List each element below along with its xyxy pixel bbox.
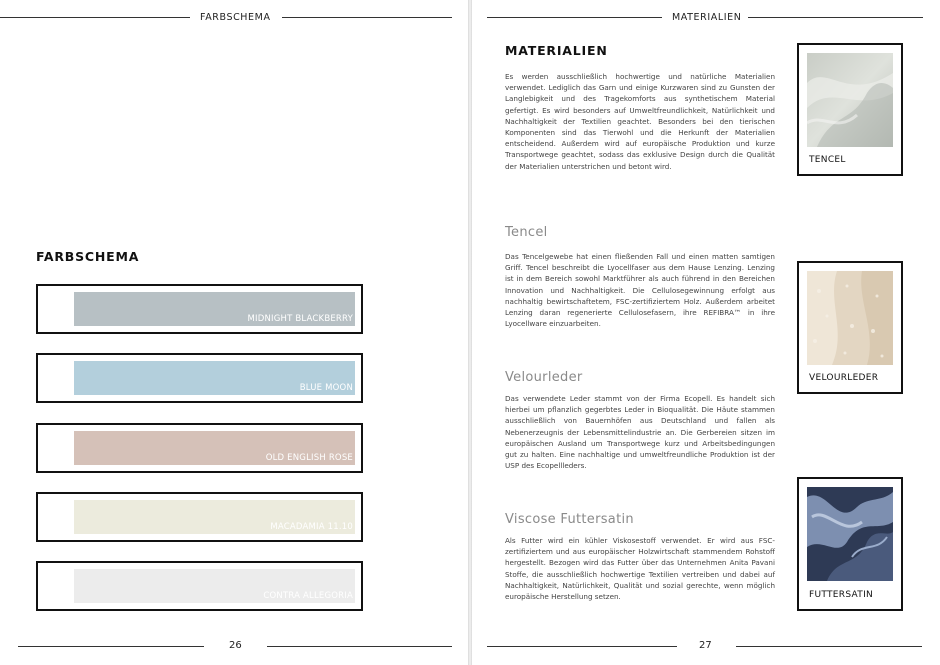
swatch-card bbox=[36, 284, 363, 334]
color-swatch bbox=[74, 500, 355, 534]
header-rule-right bbox=[748, 17, 923, 18]
material-label: FUTTERSATIN bbox=[809, 590, 874, 600]
swatch-label: BLUE MOON bbox=[299, 383, 353, 393]
tencel-fabric-image bbox=[807, 53, 893, 147]
color-swatch bbox=[74, 361, 355, 395]
color-swatch bbox=[74, 431, 355, 465]
material-card-tencel bbox=[797, 43, 903, 176]
color-swatch bbox=[74, 569, 355, 603]
swatch-label: MACADAMIA 11.10 bbox=[270, 522, 353, 532]
section-title: FARBSCHEMA bbox=[36, 249, 140, 264]
footer-rule-right bbox=[267, 646, 452, 647]
header-label: FARBSCHEMA bbox=[200, 12, 271, 23]
section-paragraph: Als Futter wird ein kühler Viskosestoff verwendet. Er wird aus FSC-zertifiziertem und aus europäischer Holzwirtschaft stammendem Rohstoff hergestellt. Bezogen wird das Futter über das Unternehmen Anita Pavani Stoffe, die ausschließlich hochwertige Textilien vertreiben und dabei auf Nachhaltigkeit, Natürlichkeit, Qualität und sozial gerechte, wenn möglich europäische Herstellung setzen. bbox=[505, 536, 775, 602]
swatch-card bbox=[36, 423, 363, 473]
swatch-label: CONTRA ALLEGORIA bbox=[263, 591, 353, 601]
material-card-velourleder bbox=[797, 261, 903, 394]
swatch-card bbox=[36, 353, 363, 403]
material-label: TENCEL bbox=[809, 155, 846, 165]
section-heading: Viscose Futtersatin bbox=[505, 512, 634, 527]
page-title: MATERIALIEN bbox=[505, 43, 608, 58]
swatch-card bbox=[36, 561, 363, 611]
section-paragraph: Das Tencelgewebe hat einen fließenden Fall und einen matten samtigen Griff. Tencel beschreibt die Lyocellfaser aus dem Hause Lenzing. Lenzing ist in dem Bereich sowohl Marktführer als auch führend in den Bereichen Innovation und Nachhaltigkeit. Die Cellulosegewinnung erfolgt aus nachhaltig bewirtschaftetem, FSC-zertifiziertem Holz. Außerdem arbeitet Lenzing daran regenerierte Cellulosefasern, ihre REFIBRA™ in ihre Lyocellware einzuarbeiten. bbox=[505, 252, 775, 329]
futtersatin-image bbox=[807, 487, 893, 581]
section-heading: Velourleder bbox=[505, 370, 583, 385]
page-number: 27 bbox=[699, 640, 712, 651]
swatch-card bbox=[36, 492, 363, 542]
footer-rule-left bbox=[18, 646, 204, 647]
section-heading: Tencel bbox=[505, 225, 548, 240]
header-label: MATERIALIEN bbox=[672, 12, 742, 23]
footer-rule-left bbox=[487, 646, 677, 647]
velourleder-image bbox=[807, 271, 893, 365]
footer-rule-right bbox=[736, 646, 922, 647]
header-rule-right bbox=[282, 17, 452, 18]
color-swatch bbox=[74, 292, 355, 326]
book-gutter bbox=[468, 0, 472, 665]
material-card-futtersatin bbox=[797, 477, 903, 611]
page-number: 26 bbox=[229, 640, 242, 651]
header-rule-left bbox=[0, 17, 190, 18]
section-paragraph: Das verwendete Leder stammt von der Firma Ecopell. Es handelt sich hierbei um pflanzlich gegerbtes Leder in Bioqualität. Die Häute stammen ausschließlich von Bauernhöfen aus Deutschland und fallen als Nebenerzeugnis der Lebensmittelindustrie an. Die Gerbereien sitzen im europäischen Ausland um Transportwege kurz und Arbeitsbedingungen gut zu halten. Eine nachhaltige und umweltfreundliche Produktion ist der USP des Ecopellleders. bbox=[505, 394, 775, 471]
header-rule-left bbox=[487, 17, 662, 18]
swatch-label: OLD ENGLISH ROSE bbox=[265, 453, 353, 463]
left-page bbox=[0, 0, 468, 665]
swatch-label: MIDNIGHT BLACKBERRY bbox=[247, 314, 353, 324]
material-label: VELOURLEDER bbox=[809, 373, 879, 383]
intro-paragraph: Es werden ausschließlich hochwertige und natürliche Materialien verwendet. Lediglich das Garn und einige Kurzwaren sind zu Gunsten der Langlebigkeit und des Tragekomforts aus synthetischem Material gefertigt. Es wird besonders auf Umweltfreundlichkeit, Natürlichkeit und Nachhaltigkeit der Textilien geachtet. Besonders bei den tierischen Komponenten sind das Tierwohl und die Herkunft der Materialien entscheidend. Außerdem wird auf europäische Produktion und kurze Transportwege geachtet, sodass das exklusive Design durch die Qualität der Materialien unterstrichen und betont wird. bbox=[505, 72, 775, 171]
